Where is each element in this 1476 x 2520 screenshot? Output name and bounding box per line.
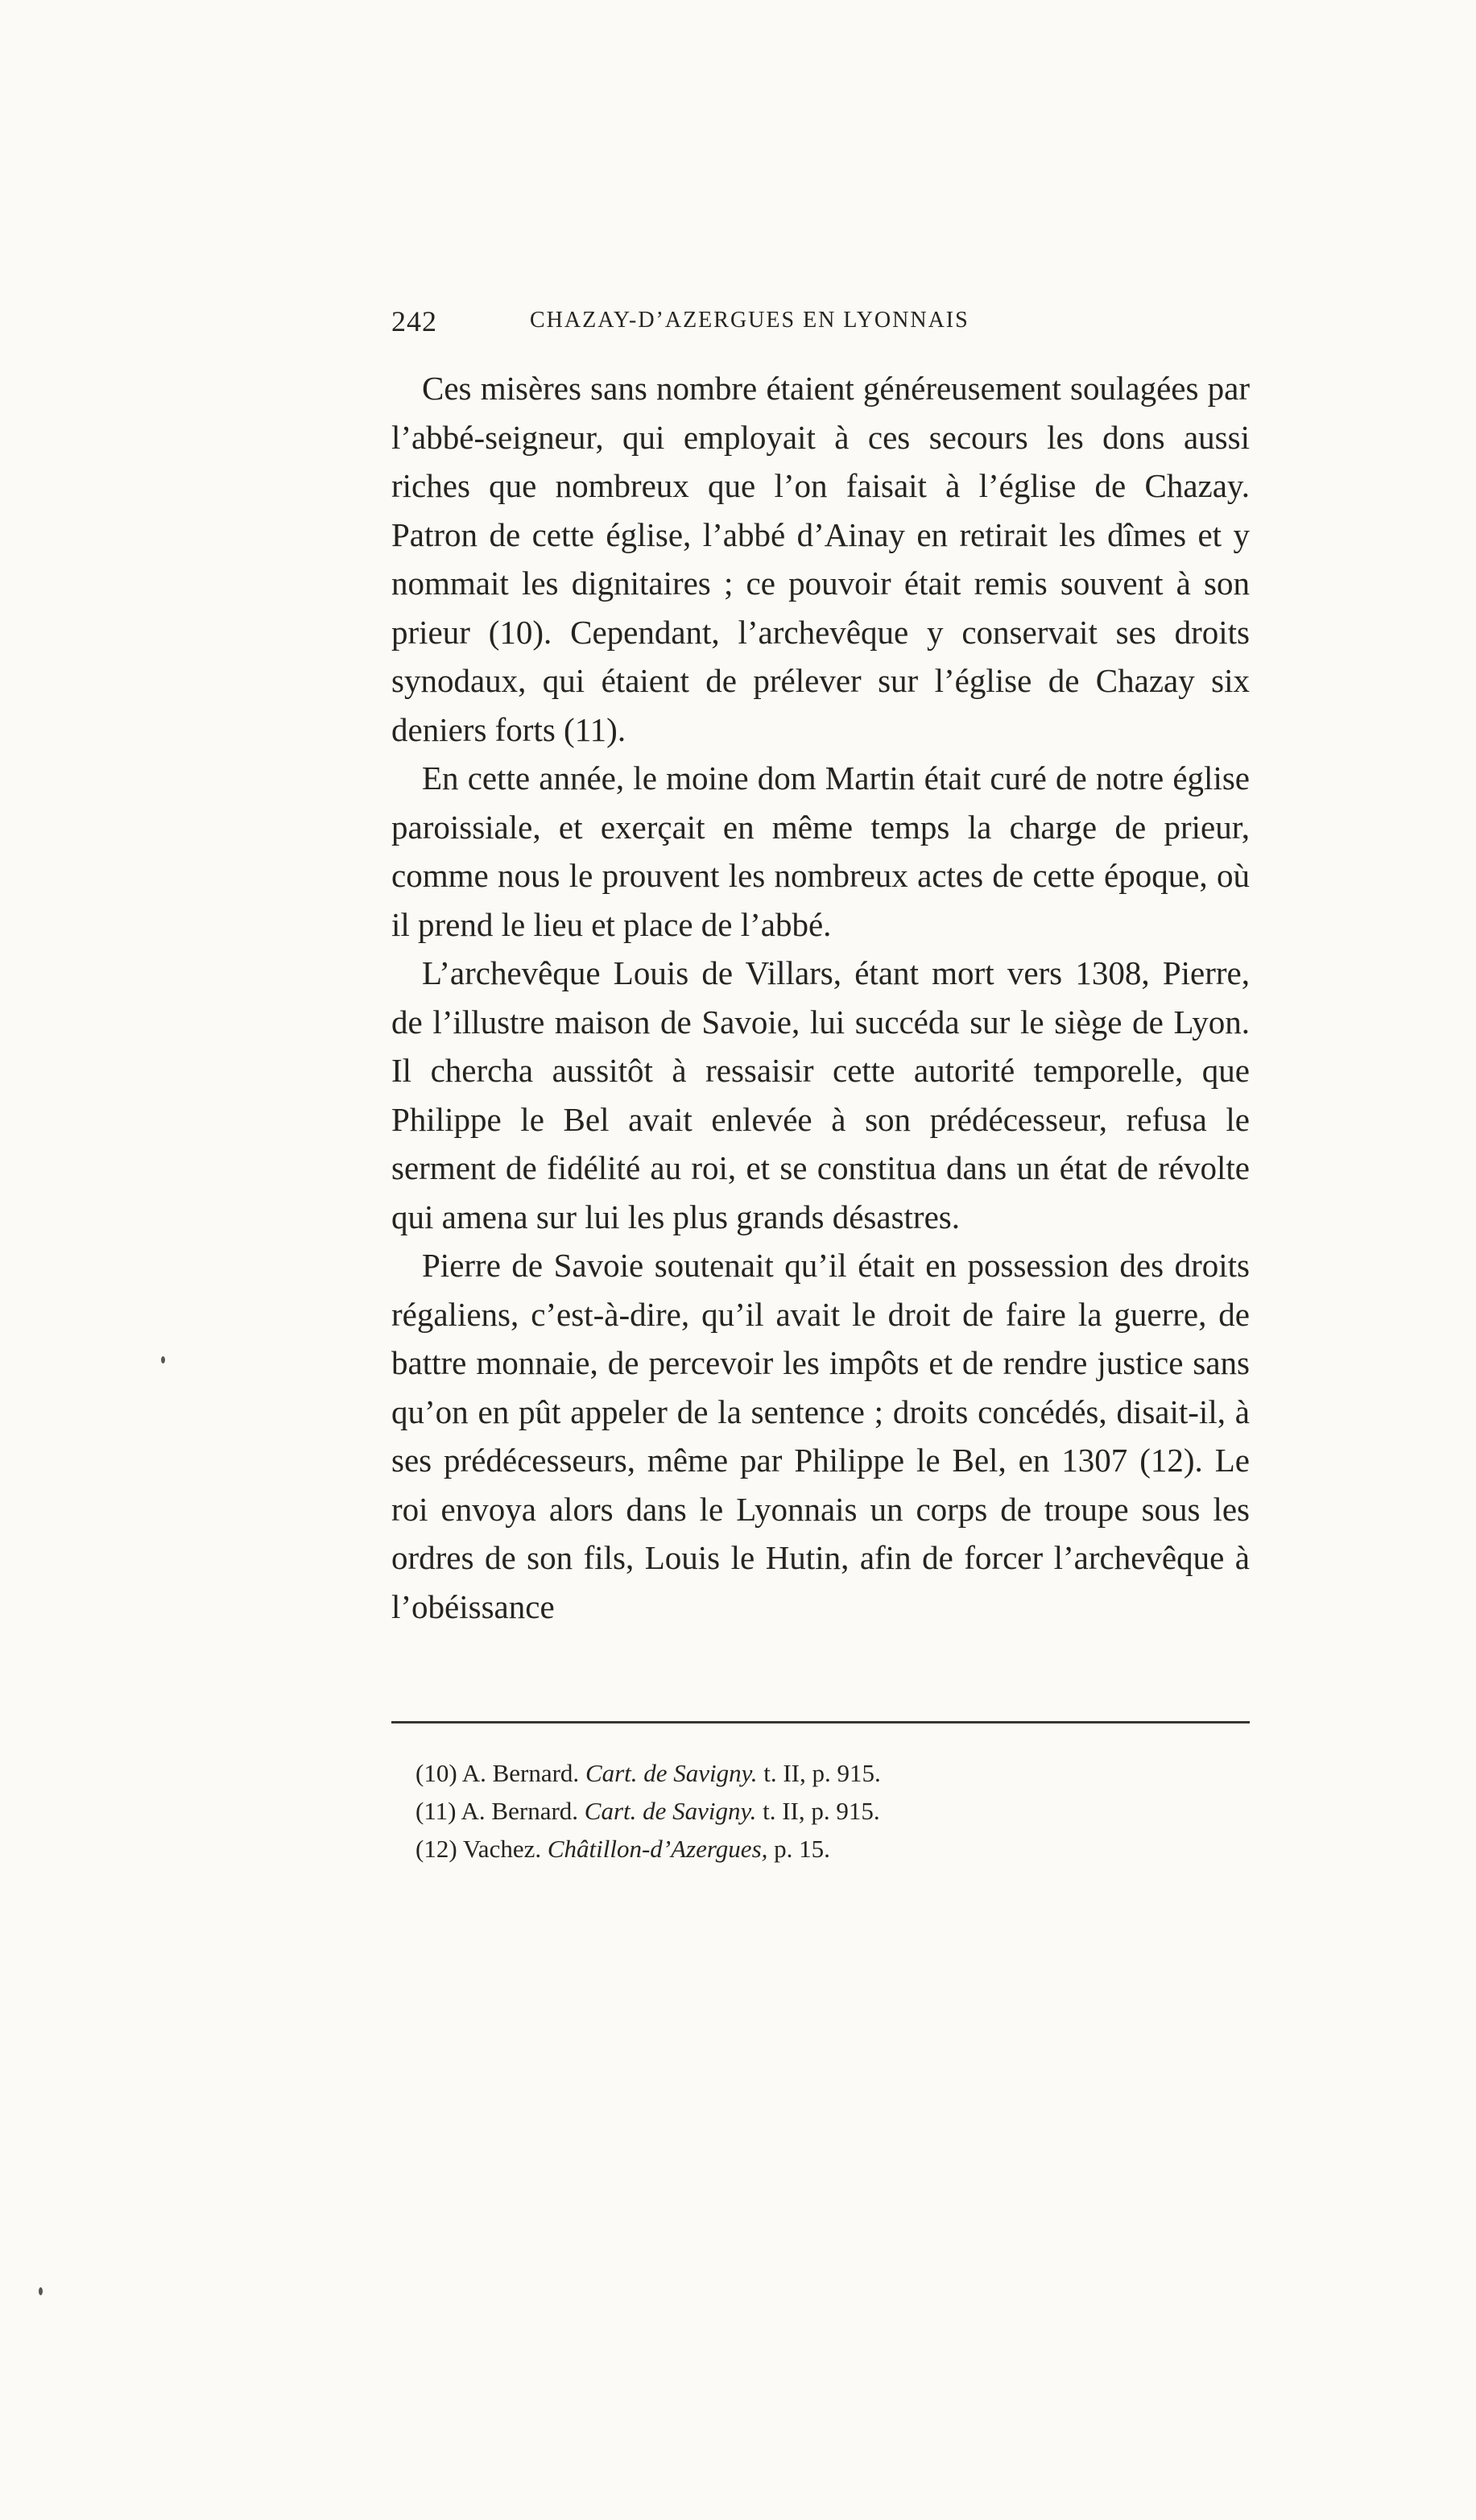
- footnote-title: Cart. de Savigny.: [584, 1797, 757, 1825]
- footnote: [416, 1792, 1237, 1830]
- footnote: [416, 1754, 1237, 1792]
- footnote-rule: [391, 1721, 1250, 1723]
- footnote-author: Vachez.: [462, 1835, 542, 1863]
- footnote-author: A. Bernard.: [461, 1759, 580, 1787]
- footnote: [416, 1830, 1237, 1868]
- footnote-reference: t. II, p. 915.: [763, 1759, 881, 1787]
- footnote-number: (12): [416, 1835, 457, 1863]
- footnote-title: Cart. de Savigny.: [585, 1759, 758, 1787]
- paragraph: En cette année, le moine dom Martin était curé de notre église paroissiale, et exerçait en même temps la charge de prieur, comme nous le prouvent les nombreux actes de cette époque, où il prend le lieu et place de l’abbé.: [391, 759, 1250, 943]
- footnote-reference: t. II, p. 915.: [763, 1797, 880, 1825]
- margin-speck: [161, 1356, 165, 1363]
- running-head: [391, 304, 1250, 353]
- page-number: 242: [391, 305, 437, 337]
- footnote-title: Châtillon-d’Azergues,: [547, 1835, 768, 1863]
- footnote-number: (11): [416, 1797, 457, 1825]
- paragraph: L’archevêque Louis de Villars, étant mort vers 1308, Pierre, de l’illustre maison de Savoie, lui succéda sur le siège de Lyon. Il chercha aussitôt à ressaisir cette autorité temporelle, que Philippe le Bel avait enlevée à son prédécesseur, refusa le serment de fidélité au roi, et se constitua dans un état de révolte qui amena sur lui les plus grands désastres.: [391, 954, 1250, 1235]
- footnote-reference: p. 15.: [774, 1835, 830, 1863]
- footnote-author: A. Bernard.: [461, 1797, 579, 1825]
- margin-speck: [39, 2287, 43, 2295]
- body-text: [391, 364, 1250, 1631]
- paragraph: Pierre de Savoie soutenait qu’il était en possession des droits régaliens, c’est-à-dire, qu’il avait le droit de faire la guerre, de battre monnaie, de percevoir les impôts et de rendre justice sans qu’on en pût appeler de la sentence ; droits concédés, disait-il, à ses prédécesseurs, même par Philippe le Bel, en 1307 (12). Le roi envoya alors dans le Lyonnais un corps de troupe sous les ordres de son fils, Louis le Hutin, afin de forcer l’archevêque à l’obéissance: [391, 1247, 1250, 1625]
- footnotes: [416, 1754, 1237, 1868]
- running-title: CHAZAY-D’AZERGUES EN LYONNAIS: [530, 308, 970, 333]
- paragraph: Ces misères sans nombre étaient généreusement soulagées par l’abbé-seigneur, qui employait à ces secours les dons aussi riches que nombreux que l’on faisait à l’église de Chazay. Patron de cette église, l’abbé d’Ainay en retirait les dîmes et y nommait les dignitaires ; ce pouvoir était remis souvent à son prieur (10). Cependant, l’archevêque y conservait ses droits synodaux, qui étaient de prélever sur l’église de Chazay six deniers forts (11).: [391, 370, 1250, 748]
- footnote-number: (10): [416, 1759, 457, 1787]
